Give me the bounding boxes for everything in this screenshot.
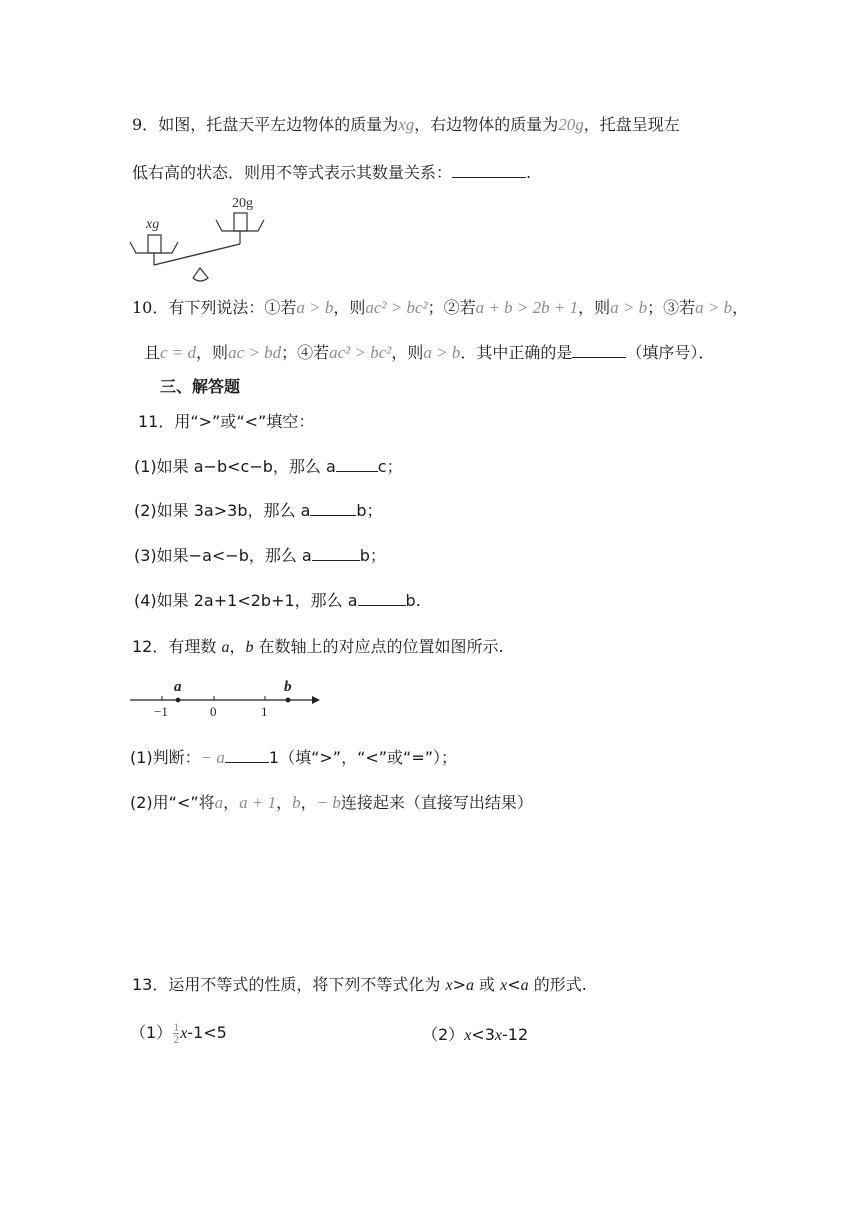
q13-part-1 bbox=[130, 1022, 227, 1045]
q12-math: a bbox=[214, 793, 224, 812]
q10-text: 有下列说法：①若 bbox=[168, 298, 297, 317]
q12-text: (1)判断： bbox=[130, 748, 201, 767]
q11-blank-2 bbox=[310, 501, 356, 516]
q10-text: ，则 bbox=[196, 343, 229, 362]
q10-line-2 bbox=[144, 342, 714, 364]
q13-text: -1<5 bbox=[187, 1023, 227, 1042]
q13-text: -12 bbox=[502, 1025, 529, 1044]
q13-title bbox=[132, 974, 587, 997]
left-pan bbox=[130, 242, 178, 253]
q11-item-text: c； bbox=[377, 457, 403, 476]
q9-math-20g: 20g bbox=[558, 115, 584, 134]
q12-var-b: b bbox=[245, 639, 254, 656]
q9-line-2 bbox=[132, 162, 531, 184]
q11-item-3 bbox=[134, 545, 386, 567]
q13-label: （1） bbox=[130, 1023, 173, 1042]
q12-text: ， bbox=[276, 793, 293, 812]
q10-text: ，则 bbox=[391, 343, 424, 362]
q10-math: c = d bbox=[160, 343, 197, 362]
q10-text: ，则 bbox=[333, 298, 366, 317]
q12-text: 连接起来（直接写出结果） bbox=[340, 793, 533, 812]
q12-math: − b bbox=[316, 793, 341, 812]
balance-scale-figure bbox=[128, 192, 278, 288]
q12-math: a + 1 bbox=[239, 793, 277, 812]
q11-item-2 bbox=[134, 500, 383, 522]
q10-math: a > b bbox=[423, 343, 461, 362]
right-pan-label: 20g bbox=[232, 196, 253, 211]
q10-text: ，则 bbox=[578, 298, 611, 317]
fraction-numerator: 1 bbox=[173, 1020, 180, 1034]
q11-item-1 bbox=[134, 456, 403, 478]
q10-text: ；④若 bbox=[281, 343, 330, 362]
q11-title: 11．用“>”或“<”填空： bbox=[138, 412, 315, 431]
q13-var: x bbox=[500, 977, 508, 994]
q12-text: ， bbox=[229, 637, 246, 656]
tick-label-0: 0 bbox=[210, 704, 217, 719]
q11-blank-4 bbox=[358, 591, 406, 606]
q9-line-1 bbox=[132, 114, 680, 136]
tick-label-neg1: −1 bbox=[154, 704, 168, 719]
q10-math: a > b bbox=[695, 298, 733, 317]
left-pan-label: xg bbox=[146, 217, 160, 232]
point-a-label: a bbox=[174, 679, 182, 695]
q13-label: （2） bbox=[422, 1025, 465, 1044]
q9-period: . bbox=[526, 163, 532, 182]
q9-text-1: 如图，托盘天平左边物体的质量为 bbox=[158, 115, 399, 134]
q13-text: 的形式. bbox=[528, 975, 587, 994]
q9-text-4: 低右高的状态．则用不等式表示其数量关系： bbox=[132, 163, 453, 182]
q9-text-2: ，右边物体的质量为 bbox=[414, 115, 559, 134]
right-pan bbox=[216, 220, 264, 231]
tick-label-1: 1 bbox=[261, 704, 268, 719]
q10-text: （填序号）． bbox=[626, 343, 715, 362]
q9-text-3: ，托盘呈现左 bbox=[583, 115, 680, 134]
q12-var-a: a bbox=[221, 639, 230, 656]
left-weight bbox=[148, 235, 161, 253]
q11-item-4 bbox=[134, 590, 421, 612]
q9-math-xg: xg bbox=[398, 115, 415, 134]
q10-number: 10． bbox=[132, 298, 169, 317]
q13-var: x bbox=[494, 1027, 502, 1044]
q13-var: x bbox=[180, 1025, 188, 1042]
q13-part-2 bbox=[422, 1024, 528, 1047]
q13-text: < bbox=[507, 975, 521, 994]
number-line-figure bbox=[126, 676, 326, 722]
q12-text: 在数轴上的对应点的位置如图所示. bbox=[253, 637, 504, 656]
q12-text: 1（填“>”，“<”或“=”）； bbox=[268, 748, 458, 767]
q10-line-1 bbox=[132, 297, 748, 319]
q12-math: b bbox=[292, 793, 301, 812]
q11-blank-3 bbox=[312, 546, 360, 561]
q12-title bbox=[132, 636, 504, 659]
q9-number: 9． bbox=[132, 115, 159, 134]
q12-text: 12．有理数 bbox=[132, 637, 222, 656]
q11-item-text: b； bbox=[359, 546, 386, 565]
q11-item-text: (1)如果 a−b<c−b，那么 a bbox=[134, 457, 336, 476]
fraction-denominator: 2 bbox=[173, 1032, 180, 1046]
q12-part-2 bbox=[130, 792, 533, 814]
q11-item-text: (4)如果 2a+1<2b+1，那么 a bbox=[134, 591, 358, 610]
q10-math: ac > bd bbox=[228, 343, 282, 362]
q13-fraction bbox=[173, 1022, 179, 1045]
q12-text: ， bbox=[300, 793, 317, 812]
q10-text: ；②若 bbox=[427, 298, 476, 317]
q10-math: ac² > bc² bbox=[365, 298, 428, 317]
fulcrum bbox=[193, 268, 208, 281]
q10-text: ， bbox=[732, 298, 749, 317]
q13-text: 或 bbox=[473, 975, 501, 994]
q10-text: ；③若 bbox=[647, 298, 696, 317]
q9-answer-blank bbox=[452, 163, 526, 178]
q10-math: ac² > bc² bbox=[329, 343, 392, 362]
q10-math: a > b bbox=[296, 298, 334, 317]
q13-text: <3 bbox=[471, 1025, 495, 1044]
q11-item-text: b. bbox=[405, 591, 421, 610]
q13-var: x bbox=[464, 1027, 472, 1044]
q13-text: 13．运用不等式的性质，将下列不等式化为 bbox=[132, 975, 446, 994]
q12-math: − a bbox=[200, 748, 225, 767]
q10-math: a + b > 2b + 1 bbox=[475, 298, 579, 317]
q11-item-text: (2)如果 3a>3b，那么 a bbox=[134, 501, 311, 520]
q13-var: a bbox=[465, 977, 474, 994]
q12-text: (2)用“<”将 bbox=[130, 793, 215, 812]
q13-var: a bbox=[520, 977, 529, 994]
point-a bbox=[176, 698, 181, 703]
q13-text: > bbox=[452, 975, 466, 994]
right-weight bbox=[234, 213, 247, 231]
section-heading: 三、解答题 bbox=[160, 377, 241, 396]
balance-beam bbox=[154, 244, 240, 265]
q12-text: ， bbox=[223, 793, 240, 812]
q12-blank-1 bbox=[225, 748, 269, 763]
q10-text: ．其中正确的是 bbox=[460, 343, 573, 362]
q11-item-text: b； bbox=[356, 501, 383, 520]
q12-part-1 bbox=[130, 747, 457, 769]
point-b-label: b bbox=[284, 679, 292, 695]
q10-math: a > b bbox=[610, 298, 648, 317]
axis-arrow bbox=[312, 696, 320, 704]
point-b bbox=[286, 698, 291, 703]
q11-item-text: (3)如果−a<−b，那么 a bbox=[134, 546, 312, 565]
q11-blank-1 bbox=[336, 457, 378, 472]
q10-answer-blank bbox=[572, 343, 626, 358]
q10-text: 且 bbox=[144, 343, 161, 362]
q13-var: x bbox=[445, 977, 453, 994]
